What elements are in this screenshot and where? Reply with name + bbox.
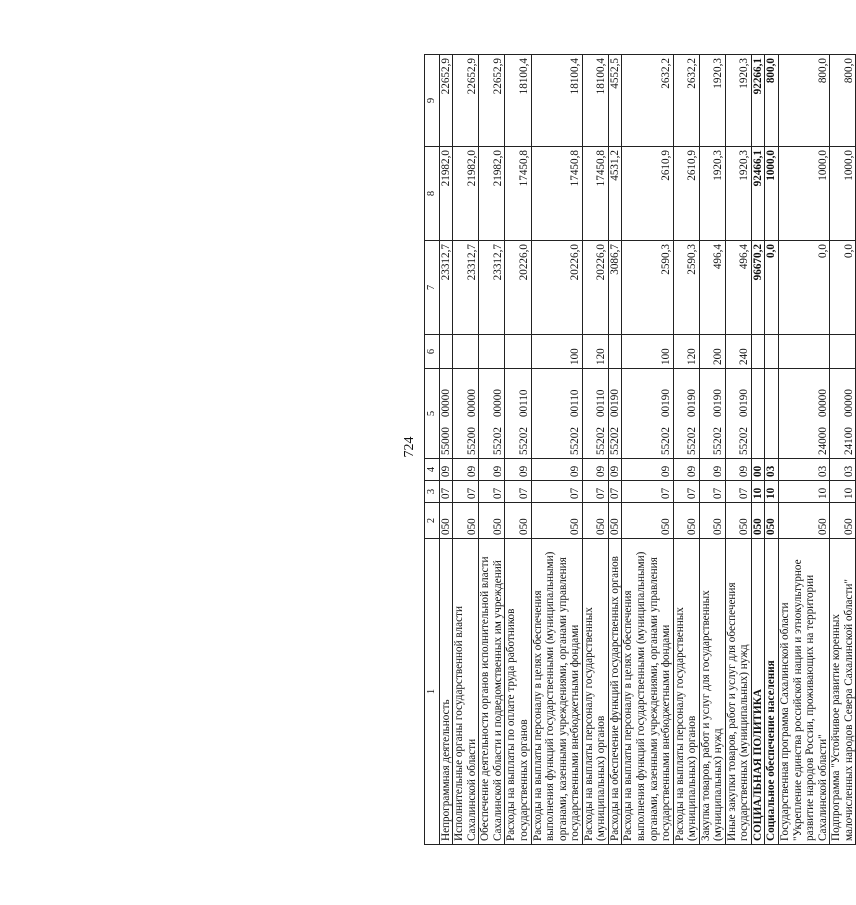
target-article-part-a: 55000 <box>439 427 452 455</box>
row-name-cell: Закупка товаров, работ и услуг для государственных (муниципальных) нужд <box>699 539 725 845</box>
amount-col8-cell: 92466,1 <box>751 147 765 241</box>
razdel-cell: 10 <box>778 481 829 503</box>
glava-cell: 050 <box>608 503 622 539</box>
table-body <box>439 55 856 845</box>
table-row <box>582 55 608 845</box>
target-article-part-a: 55202 <box>595 427 608 455</box>
target-article-part-a: 55202 <box>608 427 621 455</box>
amount-col8-cell: 21982,0 <box>453 147 479 241</box>
table-row <box>673 55 699 845</box>
target-article-cell <box>505 369 531 459</box>
podrazdel-cell: 09 <box>479 459 505 481</box>
podrazdel-cell: 09 <box>439 459 453 481</box>
glava-cell: 050 <box>699 503 725 539</box>
row-name-cell: Государственная программа Сахалинской области "Укрепление единства российской нации и этнокультурное развитие народов России, проживающих на территории Сахалинской области" <box>778 539 829 845</box>
razdel-cell: 10 <box>830 481 856 503</box>
table-row <box>765 55 779 845</box>
podrazdel-cell: 09 <box>453 459 479 481</box>
target-article-cell <box>622 369 673 459</box>
target-article-part-b: 00110 <box>595 389 608 418</box>
target-article-part-a: 24000 <box>816 427 829 455</box>
expense-type-cell: 200 <box>699 335 725 369</box>
glava-cell: 050 <box>673 503 699 539</box>
target-article-cell <box>725 369 751 459</box>
glava-cell: 050 <box>778 503 829 539</box>
amount-col9-cell: 4552,5 <box>608 55 622 147</box>
target-article-part-b: 00110 <box>518 389 531 418</box>
expense-type-cell <box>439 335 453 369</box>
col-header: 9 <box>425 55 440 147</box>
razdel-cell: 10 <box>751 481 765 503</box>
target-article-part-a: 55202 <box>491 427 504 455</box>
glava-cell: 050 <box>622 503 673 539</box>
amount-col9-cell: 800,0 <box>765 55 779 147</box>
target-article-cell <box>439 369 453 459</box>
budget-table <box>424 54 856 845</box>
amount-col7-cell: 3086,7 <box>608 241 622 335</box>
expense-type-cell <box>505 335 531 369</box>
razdel-cell: 07 <box>582 481 608 503</box>
table-row <box>531 55 582 845</box>
col-header: 3 <box>425 481 440 503</box>
amount-col8-cell: 17450,8 <box>505 147 531 241</box>
col-header: 7 <box>425 241 440 335</box>
amount-col9-cell: 800,0 <box>778 55 829 147</box>
amount-col9-cell: 2632,2 <box>673 55 699 147</box>
col-header: 6 <box>425 335 440 369</box>
amount-col9-cell: 22652,9 <box>453 55 479 147</box>
amount-col9-cell: 1920,3 <box>725 55 751 147</box>
expense-type-cell: 240 <box>725 335 751 369</box>
amount-col8-cell: 2610,9 <box>622 147 673 241</box>
target-article-cell <box>699 369 725 459</box>
row-name-cell: Расходы на выплаты персоналу государственных (муниципальных) органов <box>673 539 699 845</box>
header-row <box>425 55 440 845</box>
razdel-cell: 10 <box>765 481 779 503</box>
target-article-cell <box>830 369 856 459</box>
target-article-cell <box>531 369 582 459</box>
row-name-cell: Расходы на выплаты персоналу в целях обеспечения выполнения функций государственными (муниципальными) органами, казенными учреждениями, органами управления государственными внебюджетными фондами <box>622 539 673 845</box>
glava-cell: 050 <box>751 503 765 539</box>
podrazdel-cell: 09 <box>673 459 699 481</box>
podrazdel-cell: 09 <box>608 459 622 481</box>
expense-type-cell <box>778 335 829 369</box>
target-article-part-a: 55202 <box>569 427 582 455</box>
row-name-cell: Расходы на обеспечение функций государственных органов <box>608 539 622 845</box>
amount-col8-cell: 21982,0 <box>479 147 505 241</box>
target-article-cell <box>479 369 505 459</box>
target-article-part-b: 00190 <box>660 389 673 418</box>
amount-col7-cell: 2590,3 <box>622 241 673 335</box>
row-name-cell: СОЦИАЛЬНАЯ ПОЛИТИКА <box>751 539 765 845</box>
target-article-part-a: 55200 <box>465 427 478 455</box>
glava-cell: 050 <box>725 503 751 539</box>
table-row <box>505 55 531 845</box>
amount-col9-cell: 800,0 <box>830 55 856 147</box>
row-name-cell: Непрограммная деятельность <box>439 539 453 845</box>
target-article-part-a: 55202 <box>518 427 531 455</box>
target-article-part-b: 00000 <box>842 389 855 418</box>
podrazdel-cell: 09 <box>531 459 582 481</box>
amount-col7-cell: 96670,2 <box>751 241 765 335</box>
podrazdel-cell: 03 <box>778 459 829 481</box>
amount-col7-cell: 0,0 <box>778 241 829 335</box>
amount-col9-cell: 18100,4 <box>531 55 582 147</box>
table-row <box>479 55 505 845</box>
razdel-cell: 07 <box>699 481 725 503</box>
amount-col9-cell: 2632,2 <box>622 55 673 147</box>
razdel-cell: 07 <box>439 481 453 503</box>
expense-type-cell <box>608 335 622 369</box>
amount-col8-cell: 17450,8 <box>582 147 608 241</box>
table-row <box>725 55 751 845</box>
podrazdel-cell: 03 <box>830 459 856 481</box>
amount-col9-cell: 18100,4 <box>582 55 608 147</box>
row-name-cell: Исполнительные органы государственной власти Сахалинской области <box>453 539 479 845</box>
amount-col7-cell: 20226,0 <box>531 241 582 335</box>
col-header: 4 <box>425 459 440 481</box>
razdel-cell: 07 <box>608 481 622 503</box>
row-name-cell: Подпрограмма "Устойчивое развитие коренных малочисленных народов Севера Сахалинской области" <box>830 539 856 845</box>
glava-cell: 050 <box>830 503 856 539</box>
table-row <box>778 55 829 845</box>
amount-col8-cell: 1920,3 <box>699 147 725 241</box>
target-article-part-b: 00190 <box>686 389 699 418</box>
table-row <box>622 55 673 845</box>
amount-col7-cell: 23312,7 <box>439 241 453 335</box>
table-row <box>608 55 622 845</box>
target-article-part-a: 55202 <box>686 427 699 455</box>
table-row <box>751 55 765 845</box>
target-article-cell <box>765 369 779 459</box>
col-header: 8 <box>425 147 440 241</box>
table-row <box>439 55 453 845</box>
target-article-part-b: 00000 <box>439 389 452 418</box>
table-row <box>453 55 479 845</box>
target-article-part-b: 00190 <box>712 389 725 418</box>
razdel-cell: 07 <box>725 481 751 503</box>
target-article-part-b: 00000 <box>491 389 504 418</box>
expense-type-cell: 120 <box>582 335 608 369</box>
expense-type-cell: 120 <box>673 335 699 369</box>
glava-cell: 050 <box>582 503 608 539</box>
amount-col8-cell: 17450,8 <box>531 147 582 241</box>
podrazdel-cell: 09 <box>699 459 725 481</box>
amount-col8-cell: 4531,2 <box>608 147 622 241</box>
row-name-cell: Расходы на выплаты персоналу в целях обеспечения выполнения функций государственными (муниципальными) органами, казенными учреждениями, органами управления государственными внебюджетными фондами <box>531 539 582 845</box>
row-name-cell: Иные закупки товаров, работ и услуг для обеспечения государственных (муниципальных) нужд <box>725 539 751 845</box>
razdel-cell: 07 <box>479 481 505 503</box>
row-name-cell: Расходы на выплаты персоналу государственных (муниципальных) органов <box>582 539 608 845</box>
expense-type-cell <box>751 335 765 369</box>
table-row <box>699 55 725 845</box>
amount-col9-cell: 92266,1 <box>751 55 765 147</box>
razdel-cell: 07 <box>622 481 673 503</box>
table-row <box>830 55 856 845</box>
razdel-cell: 07 <box>531 481 582 503</box>
target-article-part-a: 24100 <box>842 427 855 455</box>
razdel-cell: 07 <box>453 481 479 503</box>
glava-cell: 050 <box>505 503 531 539</box>
amount-col7-cell: 0,0 <box>765 241 779 335</box>
col-header: 1 <box>425 539 440 845</box>
expense-type-cell <box>830 335 856 369</box>
podrazdel-cell: 09 <box>505 459 531 481</box>
col-header: 5 <box>425 369 440 459</box>
target-article-part-b: 00110 <box>569 389 582 418</box>
amount-col8-cell: 2610,9 <box>673 147 699 241</box>
amount-col7-cell: 496,4 <box>699 241 725 335</box>
amount-col7-cell: 496,4 <box>725 241 751 335</box>
target-article-part-b: 00190 <box>738 389 751 418</box>
amount-col8-cell: 1000,0 <box>830 147 856 241</box>
amount-col7-cell: 23312,7 <box>479 241 505 335</box>
expense-type-cell <box>765 335 779 369</box>
amount-col8-cell: 21982,0 <box>439 147 453 241</box>
target-article-cell <box>778 369 829 459</box>
row-name-cell: Обеспечение деятельности органов исполнительной власти Сахалинской области и подведомственных им учреждений <box>479 539 505 845</box>
target-article-cell <box>453 369 479 459</box>
expense-type-cell: 100 <box>622 335 673 369</box>
target-article-cell <box>608 369 622 459</box>
amount-col7-cell: 20226,0 <box>582 241 608 335</box>
amount-col9-cell: 22652,9 <box>479 55 505 147</box>
amount-col7-cell: 0,0 <box>830 241 856 335</box>
expense-type-cell <box>479 335 505 369</box>
amount-col8-cell: 1000,0 <box>778 147 829 241</box>
amount-col7-cell: 20226,0 <box>505 241 531 335</box>
glava-cell: 050 <box>479 503 505 539</box>
target-article-cell <box>751 369 765 459</box>
expense-type-cell <box>453 335 479 369</box>
target-article-part-a: 55202 <box>660 427 673 455</box>
podrazdel-cell: 00 <box>751 459 765 481</box>
podrazdel-cell: 09 <box>582 459 608 481</box>
glava-cell: 050 <box>453 503 479 539</box>
page-number: 724 <box>402 436 417 458</box>
target-article-part-b: 00190 <box>608 389 621 418</box>
amount-col9-cell: 1920,3 <box>699 55 725 147</box>
razdel-cell: 07 <box>505 481 531 503</box>
podrazdel-cell: 09 <box>622 459 673 481</box>
target-article-part-b: 00000 <box>465 389 478 418</box>
glava-cell: 050 <box>439 503 453 539</box>
glava-cell: 050 <box>765 503 779 539</box>
target-article-cell <box>673 369 699 459</box>
row-name-cell: Расходы на выплаты по оплате труда работников государственных органов <box>505 539 531 845</box>
amount-col8-cell: 1000,0 <box>765 147 779 241</box>
target-article-cell <box>582 369 608 459</box>
expense-type-cell: 100 <box>531 335 582 369</box>
amount-col9-cell: 22652,9 <box>439 55 453 147</box>
amount-col9-cell: 18100,4 <box>505 55 531 147</box>
glava-cell: 050 <box>531 503 582 539</box>
razdel-cell: 07 <box>673 481 699 503</box>
amount-col7-cell: 2590,3 <box>673 241 699 335</box>
podrazdel-cell: 09 <box>725 459 751 481</box>
col-header: 2 <box>425 503 440 539</box>
podrazdel-cell: 03 <box>765 459 779 481</box>
row-name-cell: Социальное обеспечение населения <box>765 539 779 845</box>
amount-col8-cell: 1920,3 <box>725 147 751 241</box>
amount-col7-cell: 23312,7 <box>453 241 479 335</box>
target-article-part-a: 55202 <box>738 427 751 455</box>
target-article-part-a: 55202 <box>712 427 725 455</box>
target-article-part-b: 00000 <box>816 389 829 418</box>
